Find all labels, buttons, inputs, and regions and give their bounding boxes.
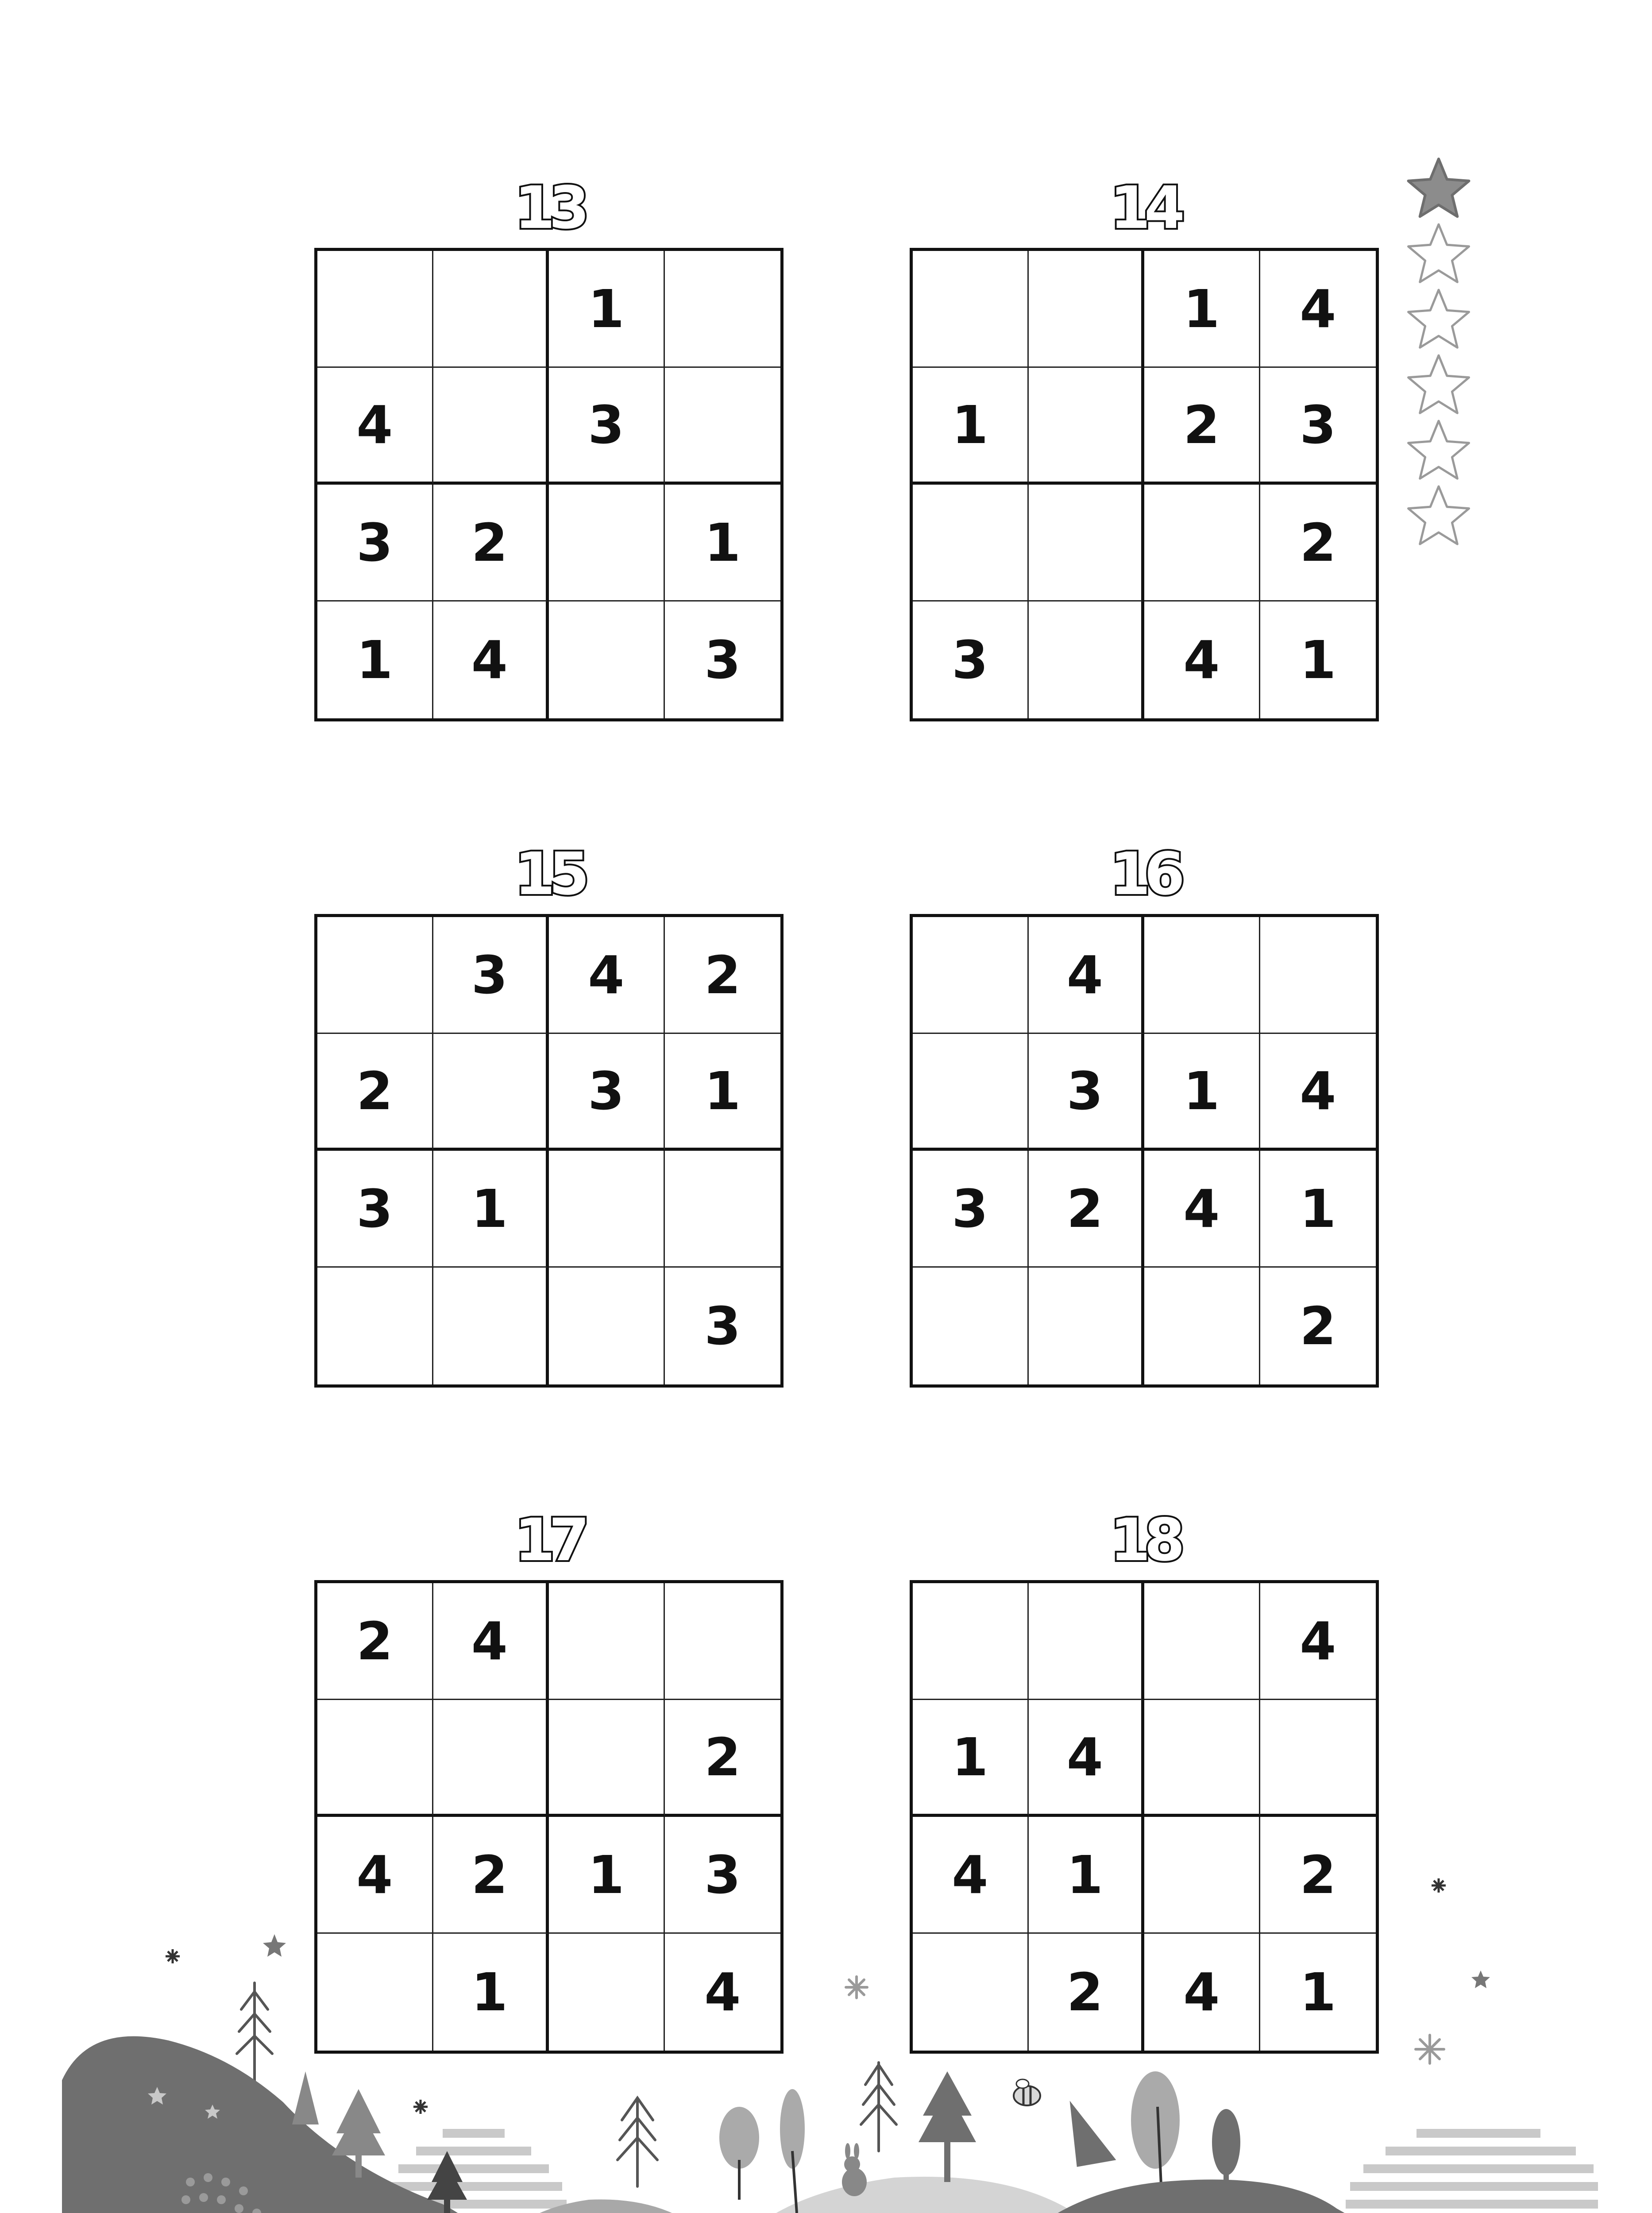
sudoku-cell: 1 [1300,629,1336,690]
sudoku-cell: 3 [549,368,665,485]
sudoku-cell [1029,1268,1145,1384]
sudoku-cell: 4 [317,1817,433,1934]
sudoku-cell: 4 [317,368,433,485]
sudoku-cell: 3 [317,485,433,601]
forest-landscape-illustration [0,1815,1652,2213]
tree-icon [292,2071,319,2124]
sudoku-cell: 3 [549,1034,665,1151]
tree-icon [1065,2095,1116,2167]
tree-icon [861,2063,896,2151]
sudoku-cell: 4 [1260,1583,1376,1700]
sudoku-cell [433,251,549,368]
sudoku-cell [433,1268,549,1384]
sudoku-cell: 2 [1029,1151,1145,1268]
sparkle-icon [846,1977,867,1998]
sparkle-icon [413,2100,428,2114]
sudoku-cell: 4 [1144,601,1260,718]
sudoku-cell [1029,251,1145,368]
sudoku-cell: 1 [433,1934,549,2051]
sudoku-cell [1029,1583,1145,1700]
sudoku-cell: 1 [913,368,1029,485]
sudoku-cell [665,251,781,368]
sparkle-icon [166,1949,180,1963]
sudoku-cell: 1 [665,1034,781,1151]
sudoku-cell [1144,1700,1260,1817]
sudoku-cell: 4 [913,1817,1029,1934]
sudoku-cell: 2 [317,1583,433,1700]
sudoku-cell: 4 [433,601,549,718]
sudoku-cell [549,1151,665,1268]
sudoku-cell [665,368,781,485]
star-outline-icon [1403,288,1474,354]
sudoku-cell [913,1268,1029,1384]
sudoku-cell: 2 [1144,368,1260,485]
sudoku-cell [913,1034,1029,1151]
sudoku-cell [665,1583,781,1700]
sudoku-cell: 3 [1260,368,1376,485]
puzzle-number: 18 [1110,1506,1179,1574]
sudoku-cell [549,1268,665,1384]
sudoku-cell: 4 [549,917,665,1034]
sudoku-cell: 1 [1144,1034,1260,1151]
sudoku-cell: 2 [665,1700,781,1817]
sudoku-cell [433,1034,549,1151]
difficulty-rating [1403,157,1474,550]
sudoku-cell [1029,485,1145,601]
sudoku-cell [549,601,665,718]
bee-icon [1014,2079,1040,2105]
sudoku-cell [1144,1268,1260,1384]
sudoku-cell [913,917,1029,1034]
sudoku-cell: 3 [433,917,549,1034]
sudoku-cell: 3 [913,1151,1029,1268]
star-outline-icon [1403,419,1474,485]
sudoku-cell [433,1700,549,1817]
star-outline-icon [1403,223,1474,288]
sudoku-cell [1029,601,1145,718]
sudoku-cell: 4 [1029,1700,1145,1817]
sudoku-cell: 1 [913,1700,1029,1817]
sudoku-cell: 1 [1260,1151,1376,1268]
sudoku-cell: 3 [1029,1034,1145,1151]
sudoku-cell [549,485,665,601]
sudoku-cell: 1 [317,601,433,718]
bunny-icon [842,2143,867,2196]
sudoku-grid [910,914,1379,1388]
sudoku-cell: 4 [1029,917,1145,1034]
sudoku-cell [1144,917,1260,1034]
sudoku-cell: 2 [317,1034,433,1151]
sudoku-cell: 3 [665,1817,781,1934]
sudoku-cell [317,917,433,1034]
sudoku-cell: 2 [433,485,549,601]
sudoku-cell [913,1583,1029,1700]
star-icon [1471,1970,1490,1988]
sudoku-cell [317,1700,433,1817]
sudoku-grid [910,248,1379,721]
sudoku-cell [1029,368,1145,485]
sudoku-cell: 2 [433,1817,549,1934]
sudoku-cell: 3 [704,1295,741,1357]
sudoku-cell [665,1151,781,1268]
sudoku-grid [314,914,784,1388]
puzzle-number: 13 [514,174,583,242]
sudoku-cell: 2 [1260,1817,1376,1934]
sudoku-cell: 1 [1144,251,1260,368]
star-outline-icon [1403,354,1474,419]
tree-icon [919,2071,976,2182]
puzzle-number: 14 [1110,174,1179,242]
sudoku-cell: 1 [665,485,781,601]
sudoku-cell [1144,485,1260,601]
sudoku-cell [433,368,549,485]
star-filled-icon [1403,157,1474,223]
sudoku-cell [549,1700,665,1817]
sparkle-icon [1416,2035,1444,2063]
sudoku-grid [314,248,784,721]
sudoku-cell: 1 [1029,1817,1145,1934]
tree-icon [618,2098,657,2186]
sudoku-cell: 3 [704,629,741,690]
sudoku-cell: 4 [433,1583,549,1700]
sudoku-cell: 2 [1260,485,1376,601]
puzzle-number: 15 [514,840,583,908]
puzzle-number: 16 [1110,840,1179,908]
sudoku-cell: 2 [1300,1295,1336,1357]
sudoku-cell [317,251,433,368]
sudoku-cell: 4 [1144,1934,1260,2051]
sudoku-cell [549,1583,665,1700]
sudoku-cell [1260,1700,1376,1817]
sudoku-cell: 1 [549,251,665,368]
sparkle-icon [1432,1878,1446,1893]
sudoku-cell: 3 [913,601,1029,718]
sudoku-cell: 4 [1144,1151,1260,1268]
sudoku-cell: 1 [1300,1962,1336,2023]
sudoku-cell: 1 [433,1151,549,1268]
star-icon [263,1934,286,1957]
sudoku-cell: 4 [704,1962,741,2023]
sudoku-cell: 4 [1260,1034,1376,1151]
sudoku-cell: 2 [665,917,781,1034]
sudoku-cell: 3 [317,1151,433,1268]
sudoku-cell: 2 [1029,1934,1145,2051]
sudoku-cell [913,251,1029,368]
sudoku-cell: 4 [1260,251,1376,368]
star-outline-icon [1403,485,1474,550]
puzzle-number: 17 [514,1506,583,1574]
sudoku-cell [317,1268,433,1384]
sudoku-cell [1144,1583,1260,1700]
sudoku-cell: 1 [549,1817,665,1934]
sudoku-cell [1260,917,1376,1034]
sudoku-cell [913,485,1029,601]
